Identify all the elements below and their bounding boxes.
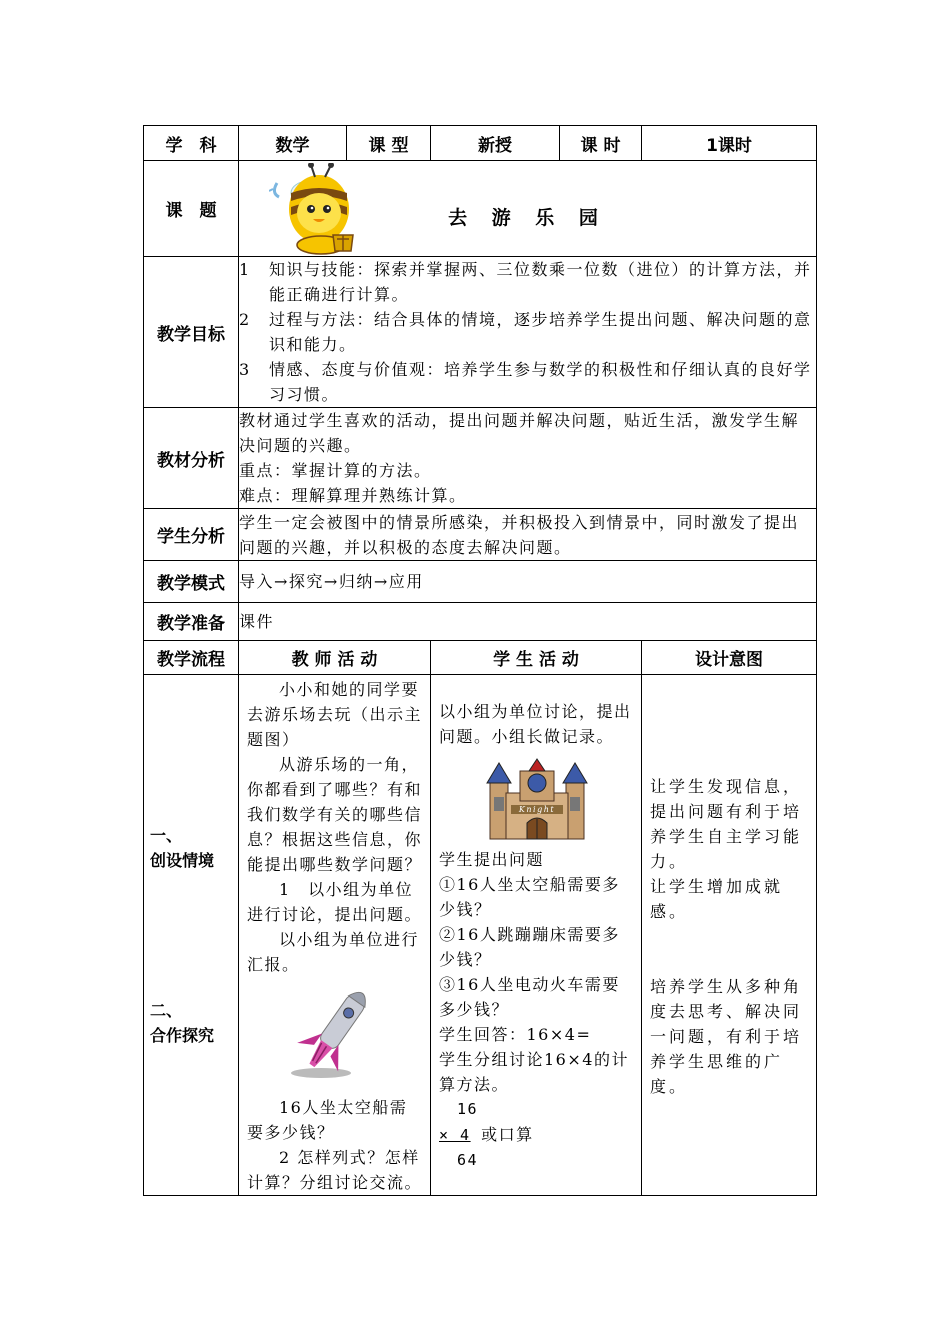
stage1-number: 一、 — [150, 825, 183, 845]
design-intent-cell — [642, 675, 817, 1196]
goal-item — [239, 357, 816, 407]
material-line: 教材通过学生喜欢的活动，提出问题并解决问题，贴近生活，激发学生解决问题的兴趣。 — [239, 411, 800, 455]
subject-label: 学 科 — [144, 126, 239, 161]
students-label: 学生分析 — [144, 509, 239, 561]
goal-number: 2 — [239, 310, 251, 329]
rocket-image — [281, 981, 391, 1081]
intent-paragraph: 培养学生从多种角度去思考、解决同一问题，有利于培养学生思维的广度。 — [650, 976, 803, 1096]
flow-body-row — [144, 675, 817, 1196]
hours-value: 1课时 — [642, 126, 817, 161]
calc-multiplier: × 4 — [439, 1126, 471, 1144]
student-paragraph: 学生分组讨论16×4的计算方法。 — [439, 1050, 629, 1094]
design-intent-header: 设计意图 — [642, 641, 817, 675]
stage2-name: 合作探究 — [150, 1025, 215, 1045]
material-content — [239, 408, 817, 509]
students-text: 学生一定会被图中的情景所感染，并积极投入到情景中，同时激发了提出问题的兴趣，并以积极的态度去解决问题。 — [239, 509, 817, 561]
lesson-plan-table — [143, 125, 817, 1196]
topic-label: 课 题 — [144, 161, 239, 257]
prep-label: 教学准备 — [144, 603, 239, 641]
prep-row — [144, 603, 817, 641]
stage1-name: 创设情境 — [150, 850, 215, 870]
material-line: 重点：掌握计算的方法。 — [239, 461, 432, 480]
student-question: ③16人坐电动火车需要多少钱？ — [439, 975, 620, 1019]
material-line: 难点：理解算理并熟练计算。 — [239, 486, 467, 505]
student-question: ②16人跳蹦蹦床需要多少钱？ — [439, 925, 620, 969]
goals-content — [239, 257, 817, 408]
teacher-paragraph: 2 怎样列式？怎样计算？分组讨论交流。 — [247, 1148, 423, 1192]
teacher-paragraph: 1 以小组为单位进行讨论，提出问题。 — [247, 880, 423, 924]
flow-label: 教学流程 — [144, 641, 239, 675]
teacher-activity-cell — [239, 675, 431, 1196]
student-activity-cell — [431, 675, 642, 1196]
teacher-activity-header: 教 师 活 动 — [239, 641, 431, 675]
calc-top: 16 — [457, 1100, 479, 1118]
goal-number: 1 — [239, 260, 251, 279]
flow-header-row — [144, 641, 817, 675]
material-row — [144, 408, 817, 509]
material-label: 教材分析 — [144, 408, 239, 509]
goals-row — [144, 257, 817, 408]
intent-paragraph: 让学生发现信息，提出问题有利于培养学生自主学习能力。 — [650, 776, 803, 871]
calc-result: 64 — [457, 1151, 479, 1169]
topic-cell — [239, 161, 817, 257]
student-paragraph: 以小组为单位讨论，提出问题。小组长做记录。 — [439, 702, 632, 746]
calc-middle-line — [439, 1122, 635, 1148]
mode-text: 导入→探究→归纳→应用 — [239, 561, 817, 603]
goal-item — [239, 257, 816, 307]
goal-text: 知识与技能：探索并掌握两、三位数乘一位数（进位）的计算方法，并能正确进行计算。 — [269, 260, 812, 304]
goal-text: 过程与方法：结合具体的情境，逐步培养学生提出问题、解决问题的意识和能力。 — [269, 310, 812, 354]
student-paragraph: 学生回答：16×4= — [439, 1025, 592, 1044]
student-paragraph: 学生提出问题 — [439, 850, 545, 869]
stage2-number: 二、 — [150, 1000, 183, 1020]
teacher-paragraph: 从游乐场的一角，你都看到了哪些？有和我们数学有关的哪些信息？根据这些信息，你能提出哪些数学问题？ — [247, 755, 423, 874]
student-activity-header: 学 生 活 动 — [431, 641, 642, 675]
topic-row — [144, 161, 817, 257]
goal-item — [239, 307, 816, 357]
students-row — [144, 509, 817, 561]
student-question: ①16人坐太空船需要多少钱？ — [439, 875, 620, 919]
hours-label: 课 时 — [560, 126, 642, 161]
header-row — [144, 126, 817, 161]
teacher-paragraph: 以小组为单位进行汇报。 — [247, 930, 420, 974]
goal-text: 情感、态度与价值观：培养学生参与数学的积极性和仔细认真的良好学习习惯。 — [269, 360, 812, 404]
castle-image — [482, 753, 592, 843]
calc-note: 或口算 — [481, 1125, 534, 1144]
goals-label: 教学目标 — [144, 257, 239, 408]
type-label: 课 型 — [347, 126, 431, 161]
castle-sign-text: Knight — [518, 805, 556, 814]
intent-paragraph: 让学生增加成就感。 — [650, 876, 784, 921]
subject-value: 数学 — [239, 126, 347, 161]
mode-row — [144, 561, 817, 603]
teacher-paragraph: 16人坐太空船需要多少钱？ — [247, 1098, 408, 1142]
type-value: 新授 — [431, 126, 560, 161]
topic-title: 去 游 乐 园 — [448, 207, 607, 229]
mode-label: 教学模式 — [144, 561, 239, 603]
goal-number: 3 — [239, 360, 251, 379]
stage-column — [144, 675, 239, 1196]
teacher-paragraph: 小小和她的同学要去游乐场去玩（出示主题图） — [247, 680, 423, 749]
prep-text: 课件 — [239, 603, 817, 641]
